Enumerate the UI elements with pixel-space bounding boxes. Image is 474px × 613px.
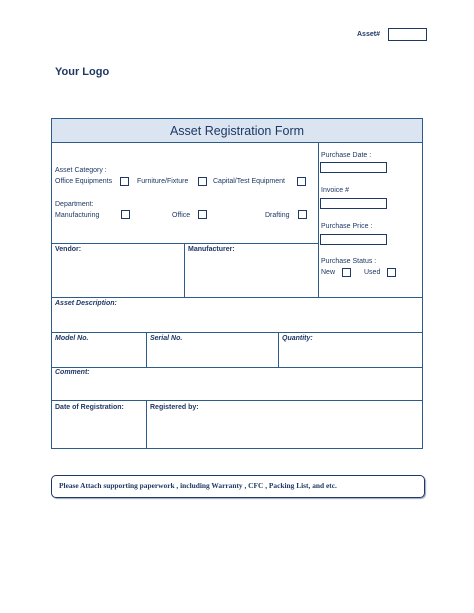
option-furniture-fixture-label: Furniture/Fixture: [137, 178, 189, 185]
serial-no-label: Serial No.: [150, 335, 183, 342]
capital-test-equipment-checkbox[interactable]: [297, 177, 306, 186]
purchase-price-field[interactable]: [320, 234, 387, 245]
registered-by-field[interactable]: [148, 414, 422, 448]
furniture-fixture-checkbox[interactable]: [198, 177, 207, 186]
attachment-note-text: Please Attach supporting paperwork , including Warranty , CFC , Packing List, and etc.: [59, 481, 337, 490]
invoice-field[interactable]: [320, 198, 387, 209]
purchase-status-label: Purchase Status :: [321, 258, 377, 265]
quantity-label: Quantity:: [282, 335, 313, 342]
attachment-note-box: [51, 475, 425, 498]
option-drafting-label: Drafting: [265, 212, 290, 219]
drafting-checkbox[interactable]: [298, 210, 307, 219]
registered-by-label: Registered by:: [150, 404, 199, 411]
form-title: Asset Registration Form: [169, 123, 305, 138]
manufacturing-checkbox[interactable]: [121, 210, 130, 219]
date-of-registration-field[interactable]: [52, 414, 145, 448]
office-checkbox[interactable]: [198, 210, 207, 219]
logo-placeholder: Your Logo: [55, 66, 110, 78]
model-no-field[interactable]: [52, 345, 145, 366]
status-used-checkbox[interactable]: [387, 268, 396, 277]
comment-label: Comment:: [55, 369, 90, 376]
option-capital-test-equipment-label: Capital/Test Equipment: [213, 178, 285, 185]
asset-number-label: Asset#: [357, 31, 380, 38]
asset-description-field[interactable]: [52, 310, 422, 331]
invoice-label: Invoice #: [321, 187, 350, 194]
purchase-date-field[interactable]: [320, 162, 387, 173]
vendor-field[interactable]: [52, 256, 183, 296]
comment-field[interactable]: [52, 379, 422, 399]
option-manufacturing-label: Manufacturing: [55, 212, 100, 219]
office-equipments-checkbox[interactable]: [120, 177, 129, 186]
form-title-bar: [52, 119, 422, 143]
option-office-equipments-label: Office Equipments: [55, 178, 113, 185]
status-new-checkbox[interactable]: [342, 268, 351, 277]
department-label: Department:: [55, 201, 94, 208]
purchase-price-label: Purchase Price :: [321, 223, 373, 230]
status-new-label: New: [321, 269, 336, 276]
asset-description-label: Asset Description:: [55, 300, 117, 307]
manufacturer-label: Manufacturer:: [188, 246, 235, 253]
date-of-registration-label: Date of Registration:: [55, 404, 124, 411]
purchase-date-label: Purchase Date :: [321, 152, 372, 159]
status-used-label: Used: [364, 269, 381, 276]
quantity-field[interactable]: [280, 345, 422, 366]
model-no-label: Model No.: [55, 335, 89, 342]
option-office-label: Office: [172, 212, 191, 219]
asset-number-field[interactable]: [388, 28, 427, 41]
asset-category-label: Asset Category :: [55, 167, 107, 174]
serial-no-field[interactable]: [148, 345, 277, 366]
manufacturer-field[interactable]: [186, 256, 317, 296]
vendor-label: Vendor:: [55, 246, 82, 253]
